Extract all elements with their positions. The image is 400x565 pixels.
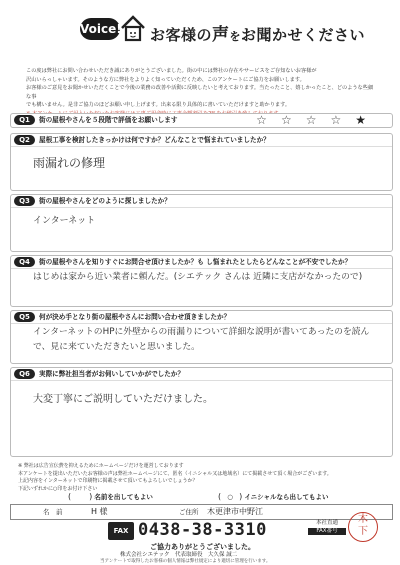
question-text: 街の屋根やさんを知りすぐにお問合せ頂けましたか？も し悩まれたとしたらどんなことが不安でしたか？ — [39, 258, 352, 266]
address-value[interactable]: 木更津市中野江 — [207, 507, 263, 516]
question-q2 — [10, 133, 393, 191]
fax-badge: FAX — [108, 522, 134, 540]
question-number: Q1 — [14, 115, 35, 125]
answer-text: インターネット — [33, 216, 96, 226]
name-value[interactable]: H 様 — [91, 507, 108, 516]
name-label: 名 前 — [43, 508, 63, 516]
question-number: Q2 — [14, 135, 35, 145]
question-text: 実際に弊社担当者がお伺いしていかがでしたか？ — [39, 370, 185, 378]
fax-label: 本社直通 FAX番号 — [308, 520, 346, 535]
question-text: 屋根工事を検討したきっかけは何ですか？どんなことで悩まれていましたか？ — [39, 136, 270, 144]
fax-number: 0438-38-3310 — [138, 520, 267, 540]
question-q3 — [10, 194, 393, 252]
question-q4 — [10, 255, 393, 307]
answer-text: 大変丁寧にご説明していただけました。 — [33, 394, 213, 405]
question-number: Q3 — [14, 196, 35, 206]
company-name: 株式会社シエテック 代表取締役 大久保 誠二 — [120, 552, 238, 558]
question-number: Q5 — [14, 312, 35, 322]
question-text: 街の屋根やさんをどのように探しましたか？ — [39, 197, 171, 205]
star-filled-icon[interactable]: ★ — [355, 113, 380, 127]
privacy-note: 当アンケートで取得したお客様の個人情報は弊社規定により適切に管理を行います。 — [100, 559, 271, 564]
intro-text: この度は弊社にお問い合わせいただき誠にありがとうございました。街の中には弊社の存在やサービスをご存知ないお客様が 沢山いらっしゃいます。そのような方に弊社をよりよく知っていただくため、このアンケートにご協力をお願いします。 お客様のご意見をお聞かせいただくことで今後の業務の改善や活動に反映したいと考えております。当たったこと、嬉しかったこと、どのような些細な事 でも構いません。是非ご協力のほどお願い申し上げます。出来る限り具体的に書いていただけますと助かります。 — [26, 68, 374, 109]
page-title: お客様の声をお聞かせください — [150, 25, 366, 45]
address-label: ご住所 — [179, 508, 199, 516]
star-rating[interactable] — [256, 114, 380, 127]
star-icon[interactable]: ☆ — [256, 113, 281, 127]
consent-mark: ○ — [227, 493, 233, 501]
question-q5 — [10, 310, 393, 364]
question-number: Q6 — [14, 369, 35, 379]
voice-badge: Voice! — [80, 18, 120, 40]
question-q6 — [10, 367, 393, 457]
name-address-row — [10, 504, 393, 520]
star-icon[interactable]: ☆ — [305, 113, 331, 127]
consent-option-initials[interactable]: ( ○ ) イニシャルなら出してもよい — [218, 492, 329, 501]
house-icon — [120, 14, 146, 44]
star-icon[interactable]: ☆ — [330, 113, 356, 127]
thanks-text: ご協力ありがとうございました。 — [150, 543, 255, 551]
question-text: 街の屋根やさんを５段階で評価をお願いします — [39, 116, 178, 124]
answer-text: はじめは家から近い業者に頼んだ。(シエテック さんは 近隣に支店がなかったので) — [33, 272, 363, 282]
question-q1 — [10, 113, 393, 128]
consent-option-name[interactable]: ( ) 名前を出してもよい — [68, 492, 153, 501]
answer-text: 雨漏れの修理 — [33, 156, 106, 170]
question-text: 何が決め手となり街の屋根やさんにお問い合わせ頂きましたか？ — [39, 313, 231, 321]
footnote: ※ 弊社は広告宣伝費を抑えるためにホームページだけを運営しております 本アンケートを提出いただいたお客様の声は弊社ホームページにて、匿名（イニシャル又は地域名）にて掲載させて頂く場合がございます。 上記内容をインターネットで印刷物に掲載させて頂いてもよろしいでしょうか？ 下記いずれかに○印をお付け下さい — [18, 463, 332, 492]
answer-text: インターネットのHPに外壁からの雨漏りについて詳細な説明が書いてあったのを読んで、見に来ていただきたいと思いました。 — [33, 327, 370, 352]
question-number: Q4 — [14, 257, 35, 267]
hanko-stamp: 木下 — [348, 512, 378, 542]
star-icon[interactable]: ☆ — [280, 113, 306, 127]
